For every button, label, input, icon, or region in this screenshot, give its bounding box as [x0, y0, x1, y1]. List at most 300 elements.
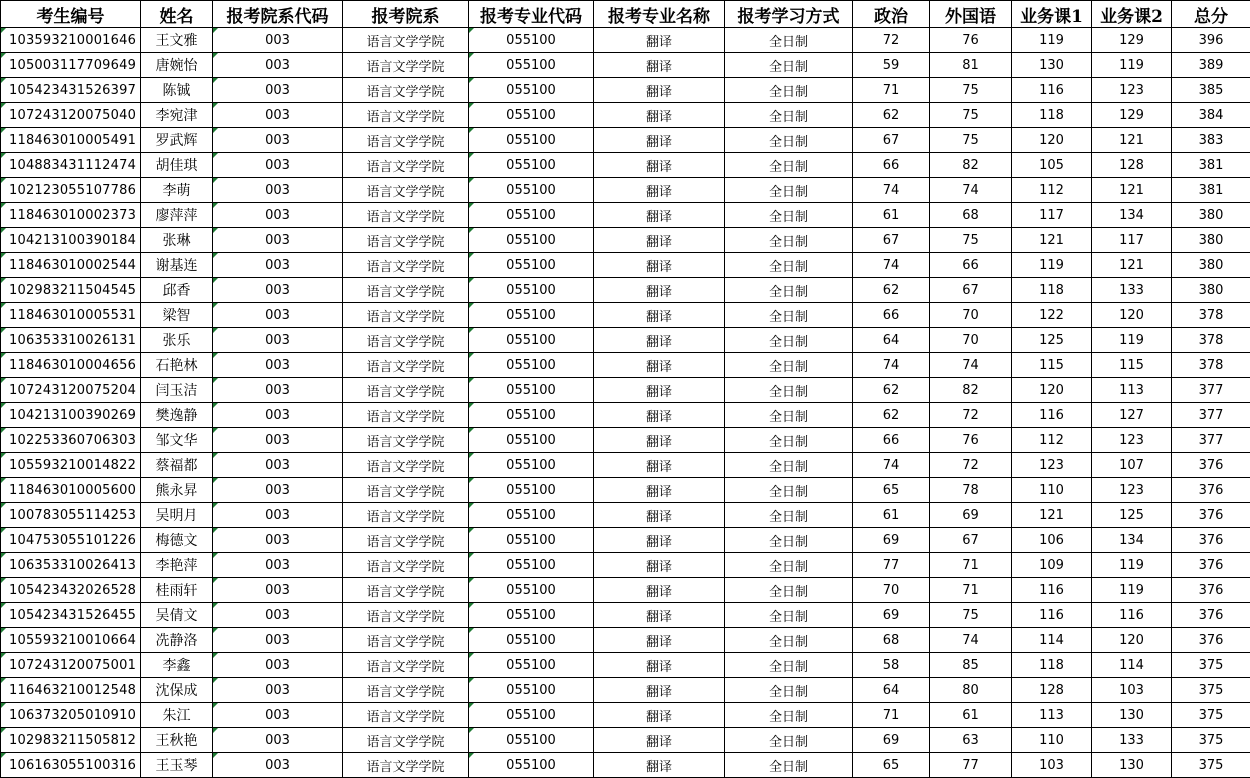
- course-2-cell[interactable]: 119: [1092, 578, 1172, 603]
- foreign-language-cell[interactable]: 75: [930, 228, 1012, 253]
- exam-id-cell[interactable]: 107243120075040: [1, 103, 141, 128]
- dept-cell[interactable]: 语言文学学院: [343, 128, 469, 153]
- name-cell[interactable]: 吴明月: [141, 503, 213, 528]
- course-1-cell[interactable]: 121: [1012, 228, 1092, 253]
- dept-cell[interactable]: 语言文学学院: [343, 578, 469, 603]
- foreign-language-cell[interactable]: 67: [930, 528, 1012, 553]
- dept-cell[interactable]: 语言文学学院: [343, 503, 469, 528]
- major-code-cell[interactable]: 055100: [469, 353, 594, 378]
- course-1-cell[interactable]: 103: [1012, 753, 1092, 778]
- study-mode-cell[interactable]: 全日制: [725, 528, 853, 553]
- study-mode-cell[interactable]: 全日制: [725, 378, 853, 403]
- exam-id-cell[interactable]: 102253360706303: [1, 428, 141, 453]
- dept-code-cell[interactable]: 003: [213, 278, 343, 303]
- politics-cell[interactable]: 59: [853, 53, 930, 78]
- col-header-total[interactable]: 总分: [1172, 1, 1250, 28]
- study-mode-cell[interactable]: 全日制: [725, 78, 853, 103]
- course-2-cell[interactable]: 121: [1092, 178, 1172, 203]
- dept-cell[interactable]: 语言文学学院: [343, 303, 469, 328]
- major-code-cell[interactable]: 055100: [469, 328, 594, 353]
- course-1-cell[interactable]: 116: [1012, 578, 1092, 603]
- total-cell[interactable]: 381: [1172, 178, 1250, 203]
- study-mode-cell[interactable]: 全日制: [725, 303, 853, 328]
- dept-code-cell[interactable]: 003: [213, 628, 343, 653]
- dept-cell[interactable]: 语言文学学院: [343, 53, 469, 78]
- foreign-language-cell[interactable]: 69: [930, 503, 1012, 528]
- course-1-cell[interactable]: 117: [1012, 203, 1092, 228]
- foreign-language-cell[interactable]: 71: [930, 553, 1012, 578]
- dept-code-cell[interactable]: 003: [213, 228, 343, 253]
- course-2-cell[interactable]: 134: [1092, 528, 1172, 553]
- politics-cell[interactable]: 58: [853, 653, 930, 678]
- course-2-cell[interactable]: 125: [1092, 503, 1172, 528]
- dept-cell[interactable]: 语言文学学院: [343, 428, 469, 453]
- foreign-language-cell[interactable]: 66: [930, 253, 1012, 278]
- study-mode-cell[interactable]: 全日制: [725, 728, 853, 753]
- name-cell[interactable]: 李萌: [141, 178, 213, 203]
- dept-cell[interactable]: 语言文学学院: [343, 703, 469, 728]
- foreign-language-cell[interactable]: 74: [930, 628, 1012, 653]
- name-cell[interactable]: 谢基连: [141, 253, 213, 278]
- major-name-cell[interactable]: 翻译: [594, 678, 725, 703]
- politics-cell[interactable]: 64: [853, 678, 930, 703]
- dept-cell[interactable]: 语言文学学院: [343, 553, 469, 578]
- dept-cell[interactable]: 语言文学学院: [343, 178, 469, 203]
- dept-code-cell[interactable]: 003: [213, 53, 343, 78]
- politics-cell[interactable]: 62: [853, 103, 930, 128]
- col-header-dept-code[interactable]: 报考院系代码: [213, 1, 343, 28]
- course-1-cell[interactable]: 105: [1012, 153, 1092, 178]
- major-name-cell[interactable]: 翻译: [594, 728, 725, 753]
- course-2-cell[interactable]: 133: [1092, 728, 1172, 753]
- politics-cell[interactable]: 72: [853, 28, 930, 53]
- name-cell[interactable]: 张乐: [141, 328, 213, 353]
- exam-id-cell[interactable]: 104753055101226: [1, 528, 141, 553]
- major-code-cell[interactable]: 055100: [469, 178, 594, 203]
- total-cell[interactable]: 376: [1172, 578, 1250, 603]
- study-mode-cell[interactable]: 全日制: [725, 753, 853, 778]
- major-code-cell[interactable]: 055100: [469, 678, 594, 703]
- course-1-cell[interactable]: 116: [1012, 78, 1092, 103]
- exam-id-cell[interactable]: 105423432026528: [1, 578, 141, 603]
- name-cell[interactable]: 朱江: [141, 703, 213, 728]
- course-2-cell[interactable]: 130: [1092, 703, 1172, 728]
- name-cell[interactable]: 邹文华: [141, 428, 213, 453]
- total-cell[interactable]: 378: [1172, 353, 1250, 378]
- major-code-cell[interactable]: 055100: [469, 503, 594, 528]
- politics-cell[interactable]: 65: [853, 478, 930, 503]
- name-cell[interactable]: 王文雅: [141, 28, 213, 53]
- politics-cell[interactable]: 61: [853, 503, 930, 528]
- dept-code-cell[interactable]: 003: [213, 678, 343, 703]
- major-name-cell[interactable]: 翻译: [594, 478, 725, 503]
- study-mode-cell[interactable]: 全日制: [725, 28, 853, 53]
- col-header-major-name[interactable]: 报考专业名称: [594, 1, 725, 28]
- foreign-language-cell[interactable]: 71: [930, 578, 1012, 603]
- major-name-cell[interactable]: 翻译: [594, 453, 725, 478]
- exam-id-cell[interactable]: 102983211504545: [1, 278, 141, 303]
- study-mode-cell[interactable]: 全日制: [725, 278, 853, 303]
- dept-cell[interactable]: 语言文学学院: [343, 678, 469, 703]
- course-2-cell[interactable]: 117: [1092, 228, 1172, 253]
- dept-cell[interactable]: 语言文学学院: [343, 228, 469, 253]
- exam-id-cell[interactable]: 102983211505812: [1, 728, 141, 753]
- major-code-cell[interactable]: 055100: [469, 78, 594, 103]
- dept-code-cell[interactable]: 003: [213, 128, 343, 153]
- name-cell[interactable]: 吴倩文: [141, 603, 213, 628]
- exam-id-cell[interactable]: 106353310026413: [1, 553, 141, 578]
- dept-code-cell[interactable]: 003: [213, 153, 343, 178]
- course-1-cell[interactable]: 113: [1012, 703, 1092, 728]
- course-2-cell[interactable]: 120: [1092, 303, 1172, 328]
- course-1-cell[interactable]: 118: [1012, 653, 1092, 678]
- dept-code-cell[interactable]: 003: [213, 303, 343, 328]
- total-cell[interactable]: 377: [1172, 378, 1250, 403]
- total-cell[interactable]: 383: [1172, 128, 1250, 153]
- dept-code-cell[interactable]: 003: [213, 553, 343, 578]
- major-code-cell[interactable]: 055100: [469, 253, 594, 278]
- total-cell[interactable]: 376: [1172, 628, 1250, 653]
- major-name-cell[interactable]: 翻译: [594, 628, 725, 653]
- politics-cell[interactable]: 69: [853, 728, 930, 753]
- course-2-cell[interactable]: 129: [1092, 103, 1172, 128]
- major-name-cell[interactable]: 翻译: [594, 528, 725, 553]
- major-name-cell[interactable]: 翻译: [594, 753, 725, 778]
- total-cell[interactable]: 396: [1172, 28, 1250, 53]
- course-1-cell[interactable]: 114: [1012, 628, 1092, 653]
- course-2-cell[interactable]: 119: [1092, 328, 1172, 353]
- dept-code-cell[interactable]: 003: [213, 78, 343, 103]
- politics-cell[interactable]: 66: [853, 428, 930, 453]
- study-mode-cell[interactable]: 全日制: [725, 703, 853, 728]
- exam-id-cell[interactable]: 116463210012548: [1, 678, 141, 703]
- exam-id-cell[interactable]: 118463010002373: [1, 203, 141, 228]
- major-code-cell[interactable]: 055100: [469, 653, 594, 678]
- study-mode-cell[interactable]: 全日制: [725, 653, 853, 678]
- exam-id-cell[interactable]: 107243120075001: [1, 653, 141, 678]
- exam-id-cell[interactable]: 102123055107786: [1, 178, 141, 203]
- dept-code-cell[interactable]: 003: [213, 28, 343, 53]
- major-code-cell[interactable]: 055100: [469, 703, 594, 728]
- total-cell[interactable]: 375: [1172, 753, 1250, 778]
- dept-code-cell[interactable]: 003: [213, 203, 343, 228]
- total-cell[interactable]: 376: [1172, 478, 1250, 503]
- major-code-cell[interactable]: 055100: [469, 603, 594, 628]
- foreign-language-cell[interactable]: 68: [930, 203, 1012, 228]
- study-mode-cell[interactable]: 全日制: [725, 603, 853, 628]
- course-1-cell[interactable]: 122: [1012, 303, 1092, 328]
- major-name-cell[interactable]: 翻译: [594, 228, 725, 253]
- course-1-cell[interactable]: 116: [1012, 403, 1092, 428]
- major-name-cell[interactable]: 翻译: [594, 428, 725, 453]
- exam-id-cell[interactable]: 118463010002544: [1, 253, 141, 278]
- course-1-cell[interactable]: 112: [1012, 428, 1092, 453]
- dept-cell[interactable]: 语言文学学院: [343, 153, 469, 178]
- major-code-cell[interactable]: 055100: [469, 553, 594, 578]
- politics-cell[interactable]: 74: [853, 353, 930, 378]
- course-2-cell[interactable]: 114: [1092, 653, 1172, 678]
- study-mode-cell[interactable]: 全日制: [725, 478, 853, 503]
- dept-cell[interactable]: 语言文学学院: [343, 203, 469, 228]
- foreign-language-cell[interactable]: 76: [930, 428, 1012, 453]
- politics-cell[interactable]: 68: [853, 628, 930, 653]
- politics-cell[interactable]: 67: [853, 128, 930, 153]
- course-1-cell[interactable]: 110: [1012, 728, 1092, 753]
- name-cell[interactable]: 廖萍萍: [141, 203, 213, 228]
- dept-code-cell[interactable]: 003: [213, 728, 343, 753]
- dept-code-cell[interactable]: 003: [213, 503, 343, 528]
- total-cell[interactable]: 381: [1172, 153, 1250, 178]
- dept-code-cell[interactable]: 003: [213, 378, 343, 403]
- major-code-cell[interactable]: 055100: [469, 128, 594, 153]
- politics-cell[interactable]: 64: [853, 328, 930, 353]
- col-header-politics[interactable]: 政治: [853, 1, 930, 28]
- foreign-language-cell[interactable]: 85: [930, 653, 1012, 678]
- foreign-language-cell[interactable]: 63: [930, 728, 1012, 753]
- major-name-cell[interactable]: 翻译: [594, 78, 725, 103]
- name-cell[interactable]: 陈铖: [141, 78, 213, 103]
- study-mode-cell[interactable]: 全日制: [725, 153, 853, 178]
- major-name-cell[interactable]: 翻译: [594, 153, 725, 178]
- politics-cell[interactable]: 62: [853, 278, 930, 303]
- course-1-cell[interactable]: 116: [1012, 603, 1092, 628]
- total-cell[interactable]: 376: [1172, 453, 1250, 478]
- course-1-cell[interactable]: 130: [1012, 53, 1092, 78]
- major-code-cell[interactable]: 055100: [469, 28, 594, 53]
- dept-code-cell[interactable]: 003: [213, 403, 343, 428]
- course-1-cell[interactable]: 112: [1012, 178, 1092, 203]
- exam-id-cell[interactable]: 106373205010910: [1, 703, 141, 728]
- politics-cell[interactable]: 67: [853, 228, 930, 253]
- col-header-exam-id[interactable]: 考生编号: [1, 1, 141, 28]
- name-cell[interactable]: 梅德文: [141, 528, 213, 553]
- name-cell[interactable]: 王秋艳: [141, 728, 213, 753]
- foreign-language-cell[interactable]: 80: [930, 678, 1012, 703]
- dept-code-cell[interactable]: 003: [213, 603, 343, 628]
- foreign-language-cell[interactable]: 81: [930, 53, 1012, 78]
- dept-cell[interactable]: 语言文学学院: [343, 103, 469, 128]
- major-code-cell[interactable]: 055100: [469, 303, 594, 328]
- exam-id-cell[interactable]: 118463010005600: [1, 478, 141, 503]
- dept-cell[interactable]: 语言文学学院: [343, 728, 469, 753]
- study-mode-cell[interactable]: 全日制: [725, 103, 853, 128]
- exam-id-cell[interactable]: 104883431112474: [1, 153, 141, 178]
- name-cell[interactable]: 桂雨轩: [141, 578, 213, 603]
- foreign-language-cell[interactable]: 72: [930, 403, 1012, 428]
- politics-cell[interactable]: 71: [853, 78, 930, 103]
- politics-cell[interactable]: 69: [853, 603, 930, 628]
- course-2-cell[interactable]: 129: [1092, 28, 1172, 53]
- col-header-dept[interactable]: 报考院系: [343, 1, 469, 28]
- dept-cell[interactable]: 语言文学学院: [343, 278, 469, 303]
- dept-cell[interactable]: 语言文学学院: [343, 528, 469, 553]
- foreign-language-cell[interactable]: 78: [930, 478, 1012, 503]
- major-name-cell[interactable]: 翻译: [594, 128, 725, 153]
- total-cell[interactable]: 380: [1172, 228, 1250, 253]
- total-cell[interactable]: 378: [1172, 328, 1250, 353]
- course-2-cell[interactable]: 103: [1092, 678, 1172, 703]
- foreign-language-cell[interactable]: 75: [930, 603, 1012, 628]
- dept-code-cell[interactable]: 003: [213, 653, 343, 678]
- major-code-cell[interactable]: 055100: [469, 203, 594, 228]
- major-name-cell[interactable]: 翻译: [594, 203, 725, 228]
- total-cell[interactable]: 375: [1172, 678, 1250, 703]
- dept-cell[interactable]: 语言文学学院: [343, 453, 469, 478]
- total-cell[interactable]: 375: [1172, 703, 1250, 728]
- total-cell[interactable]: 380: [1172, 253, 1250, 278]
- total-cell[interactable]: 384: [1172, 103, 1250, 128]
- major-code-cell[interactable]: 055100: [469, 578, 594, 603]
- politics-cell[interactable]: 71: [853, 703, 930, 728]
- course-2-cell[interactable]: 119: [1092, 553, 1172, 578]
- study-mode-cell[interactable]: 全日制: [725, 553, 853, 578]
- major-code-cell[interactable]: 055100: [469, 378, 594, 403]
- politics-cell[interactable]: 74: [853, 178, 930, 203]
- major-name-cell[interactable]: 翻译: [594, 403, 725, 428]
- dept-cell[interactable]: 语言文学学院: [343, 353, 469, 378]
- exam-id-cell[interactable]: 105423431526397: [1, 78, 141, 103]
- foreign-language-cell[interactable]: 74: [930, 178, 1012, 203]
- course-2-cell[interactable]: 123: [1092, 478, 1172, 503]
- name-cell[interactable]: 沈保成: [141, 678, 213, 703]
- col-header-study-mode[interactable]: 报考学习方式: [725, 1, 853, 28]
- course-2-cell[interactable]: 121: [1092, 253, 1172, 278]
- foreign-language-cell[interactable]: 82: [930, 378, 1012, 403]
- course-2-cell[interactable]: 115: [1092, 353, 1172, 378]
- dept-cell[interactable]: 语言文学学院: [343, 378, 469, 403]
- study-mode-cell[interactable]: 全日制: [725, 53, 853, 78]
- exam-id-cell[interactable]: 105423431526455: [1, 603, 141, 628]
- dept-cell[interactable]: 语言文学学院: [343, 478, 469, 503]
- course-1-cell[interactable]: 123: [1012, 453, 1092, 478]
- total-cell[interactable]: 380: [1172, 278, 1250, 303]
- name-cell[interactable]: 梁智: [141, 303, 213, 328]
- course-2-cell[interactable]: 120: [1092, 628, 1172, 653]
- major-code-cell[interactable]: 055100: [469, 753, 594, 778]
- total-cell[interactable]: 380: [1172, 203, 1250, 228]
- major-name-cell[interactable]: 翻译: [594, 353, 725, 378]
- course-1-cell[interactable]: 125: [1012, 328, 1092, 353]
- politics-cell[interactable]: 77: [853, 553, 930, 578]
- foreign-language-cell[interactable]: 82: [930, 153, 1012, 178]
- exam-id-cell[interactable]: 105003117709649: [1, 53, 141, 78]
- dept-code-cell[interactable]: 003: [213, 103, 343, 128]
- exam-id-cell[interactable]: 105593210010664: [1, 628, 141, 653]
- dept-cell[interactable]: 语言文学学院: [343, 328, 469, 353]
- course-2-cell[interactable]: 128: [1092, 153, 1172, 178]
- politics-cell[interactable]: 69: [853, 528, 930, 553]
- major-name-cell[interactable]: 翻译: [594, 503, 725, 528]
- major-name-cell[interactable]: 翻译: [594, 53, 725, 78]
- course-1-cell[interactable]: 115: [1012, 353, 1092, 378]
- exam-id-cell[interactable]: 100783055114253: [1, 503, 141, 528]
- exam-id-cell[interactable]: 104213100390184: [1, 228, 141, 253]
- major-name-cell[interactable]: 翻译: [594, 703, 725, 728]
- politics-cell[interactable]: 62: [853, 378, 930, 403]
- study-mode-cell[interactable]: 全日制: [725, 328, 853, 353]
- major-name-cell[interactable]: 翻译: [594, 303, 725, 328]
- dept-cell[interactable]: 语言文学学院: [343, 78, 469, 103]
- total-cell[interactable]: 378: [1172, 303, 1250, 328]
- course-1-cell[interactable]: 120: [1012, 378, 1092, 403]
- dept-cell[interactable]: 语言文学学院: [343, 603, 469, 628]
- politics-cell[interactable]: 74: [853, 253, 930, 278]
- name-cell[interactable]: 张琳: [141, 228, 213, 253]
- course-1-cell[interactable]: 109: [1012, 553, 1092, 578]
- foreign-language-cell[interactable]: 74: [930, 353, 1012, 378]
- dept-cell[interactable]: 语言文学学院: [343, 628, 469, 653]
- study-mode-cell[interactable]: 全日制: [725, 228, 853, 253]
- major-code-cell[interactable]: 055100: [469, 403, 594, 428]
- total-cell[interactable]: 377: [1172, 428, 1250, 453]
- course-1-cell[interactable]: 120: [1012, 128, 1092, 153]
- study-mode-cell[interactable]: 全日制: [725, 678, 853, 703]
- total-cell[interactable]: 389: [1172, 53, 1250, 78]
- dept-cell[interactable]: 语言文学学院: [343, 653, 469, 678]
- major-name-cell[interactable]: 翻译: [594, 378, 725, 403]
- col-header-major-code[interactable]: 报考专业代码: [469, 1, 594, 28]
- major-name-cell[interactable]: 翻译: [594, 253, 725, 278]
- course-2-cell[interactable]: 133: [1092, 278, 1172, 303]
- name-cell[interactable]: 邱香: [141, 278, 213, 303]
- exam-id-cell[interactable]: 107243120075204: [1, 378, 141, 403]
- course-1-cell[interactable]: 128: [1012, 678, 1092, 703]
- exam-id-cell[interactable]: 105593210014822: [1, 453, 141, 478]
- course-1-cell[interactable]: 118: [1012, 103, 1092, 128]
- course-2-cell[interactable]: 123: [1092, 428, 1172, 453]
- dept-code-cell[interactable]: 003: [213, 328, 343, 353]
- name-cell[interactable]: 冼静洛: [141, 628, 213, 653]
- name-cell[interactable]: 闫玉洁: [141, 378, 213, 403]
- study-mode-cell[interactable]: 全日制: [725, 503, 853, 528]
- total-cell[interactable]: 375: [1172, 728, 1250, 753]
- total-cell[interactable]: 385: [1172, 78, 1250, 103]
- col-header-course-2[interactable]: 业务课2: [1092, 1, 1172, 28]
- major-code-cell[interactable]: 055100: [469, 728, 594, 753]
- course-2-cell[interactable]: 130: [1092, 753, 1172, 778]
- major-code-cell[interactable]: 055100: [469, 278, 594, 303]
- col-header-foreign-language[interactable]: 外国语: [930, 1, 1012, 28]
- major-name-cell[interactable]: 翻译: [594, 278, 725, 303]
- study-mode-cell[interactable]: 全日制: [725, 353, 853, 378]
- course-2-cell[interactable]: 134: [1092, 203, 1172, 228]
- study-mode-cell[interactable]: 全日制: [725, 403, 853, 428]
- exam-id-cell[interactable]: 118463010005491: [1, 128, 141, 153]
- foreign-language-cell[interactable]: 61: [930, 703, 1012, 728]
- col-header-name[interactable]: 姓名: [141, 1, 213, 28]
- course-1-cell[interactable]: 118: [1012, 278, 1092, 303]
- major-code-cell[interactable]: 055100: [469, 628, 594, 653]
- dept-code-cell[interactable]: 003: [213, 478, 343, 503]
- study-mode-cell[interactable]: 全日制: [725, 178, 853, 203]
- course-2-cell[interactable]: 123: [1092, 78, 1172, 103]
- dept-code-cell[interactable]: 003: [213, 178, 343, 203]
- politics-cell[interactable]: 61: [853, 203, 930, 228]
- course-2-cell[interactable]: 127: [1092, 403, 1172, 428]
- course-2-cell[interactable]: 113: [1092, 378, 1172, 403]
- name-cell[interactable]: 唐婉怡: [141, 53, 213, 78]
- major-name-cell[interactable]: 翻译: [594, 28, 725, 53]
- total-cell[interactable]: 376: [1172, 528, 1250, 553]
- foreign-language-cell[interactable]: 70: [930, 303, 1012, 328]
- politics-cell[interactable]: 66: [853, 153, 930, 178]
- exam-id-cell[interactable]: 118463010004656: [1, 353, 141, 378]
- course-1-cell[interactable]: 121: [1012, 503, 1092, 528]
- dept-code-cell[interactable]: 003: [213, 453, 343, 478]
- study-mode-cell[interactable]: 全日制: [725, 253, 853, 278]
- study-mode-cell[interactable]: 全日制: [725, 628, 853, 653]
- total-cell[interactable]: 377: [1172, 403, 1250, 428]
